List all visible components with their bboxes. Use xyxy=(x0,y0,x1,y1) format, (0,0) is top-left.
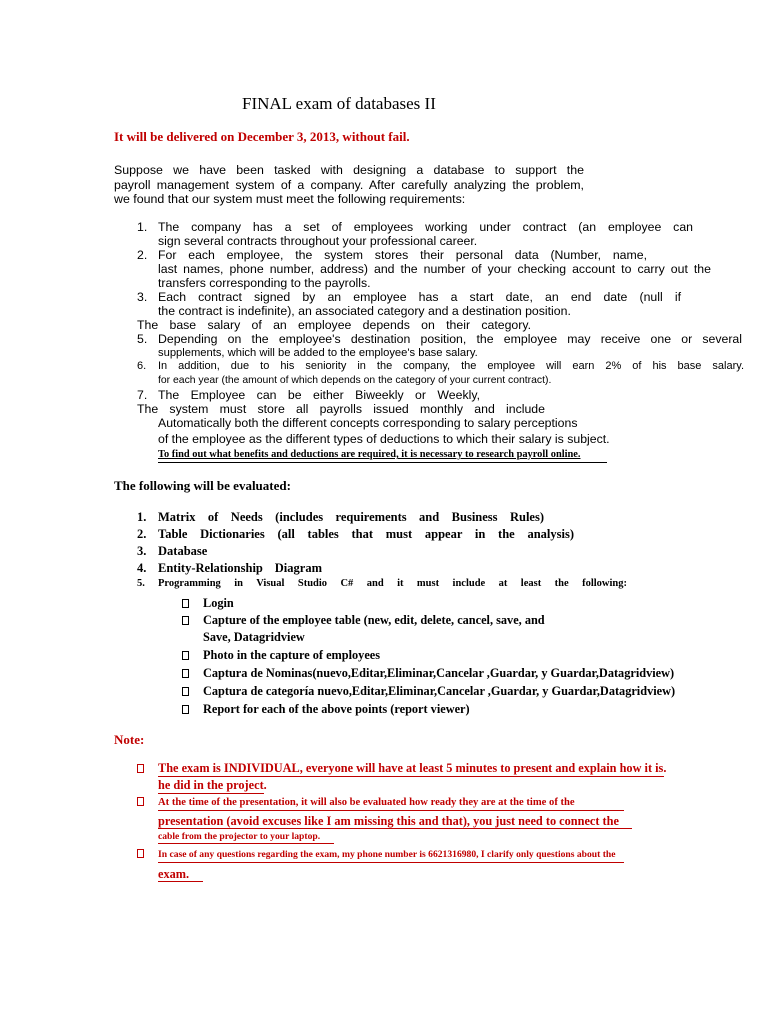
sub-item xyxy=(182,684,675,699)
note-text: cable from the projector to your laptop. xyxy=(158,831,321,842)
requirement-item xyxy=(137,388,480,402)
note-text: The exam is INDIVIDUAL, everyone will have at least 5 minutes to present and explain how it is. xyxy=(158,761,667,775)
requirement-text: Automatically both the different concepts corresponding to salary perceptions xyxy=(158,416,578,430)
checkbox-icon xyxy=(182,651,189,660)
requirement-text: the contract is indefinite), an associated category and a destination position. xyxy=(158,304,571,318)
checkbox-icon xyxy=(137,849,144,858)
requirement-number: 5. xyxy=(137,332,148,346)
research-note: To find out what benefits and deductions are required, it is necessary to research payroll online. xyxy=(158,449,581,460)
requirement-item xyxy=(137,359,744,373)
sub-item xyxy=(182,666,674,681)
note-item xyxy=(137,761,666,776)
note-underline xyxy=(158,843,334,844)
requirement-text: supplements, which will be added to the employee's base salary. xyxy=(158,347,478,359)
evaluated-text: Database xyxy=(158,544,208,558)
requirement-number: 3. xyxy=(137,290,148,304)
evaluated-number: 4. xyxy=(137,561,147,575)
checkbox-icon xyxy=(182,705,189,714)
requirement-number: 1. xyxy=(137,220,148,234)
requirement-item xyxy=(137,248,647,262)
evaluated-item xyxy=(137,544,437,559)
research-underline xyxy=(158,462,607,463)
sub-item xyxy=(182,648,380,663)
requirement-text: Each contract signed by an employee has a start date, an end date (null if xyxy=(158,290,681,304)
delivery-deadline: It will be delivered on December 3, 2013, without fail. xyxy=(114,129,410,144)
sub-item-text: Captura de categoría nuevo,Editar,Eliminar,Cancelar ,Guardar, y Guardar,Datagridview) xyxy=(203,684,676,698)
evaluated-number: 1. xyxy=(137,510,147,524)
sub-item-text: Save, Datagridview xyxy=(203,630,305,644)
note-item xyxy=(137,797,575,808)
requirement-text: For each employee, the system stores their personal data (Number, name, xyxy=(158,248,647,262)
evaluated-text: Matrix of Needs (includes requirements and Business Rules) xyxy=(158,510,544,524)
note-underline xyxy=(158,862,624,863)
requirement-number: 2. xyxy=(137,248,148,262)
requirement-item xyxy=(158,262,711,276)
evaluated-number: 5. xyxy=(137,578,145,589)
checkbox-icon xyxy=(182,687,189,696)
requirement-text: The company has a set of employees working under contract (an employee can xyxy=(158,220,693,234)
requirement-text: In addition, due to his seniority in the company, the employee will earn 2% of his base salary. xyxy=(158,360,744,372)
requirement-item xyxy=(137,220,693,234)
intro-line: payroll management system of a company. After carefully analyzing the problem, xyxy=(114,177,584,192)
requirement-number: 6. xyxy=(137,360,147,372)
checkbox-icon xyxy=(182,616,189,625)
checkbox-icon xyxy=(137,764,144,773)
requirement-text: Depending on the employee's destination position, the employee may receive one or several xyxy=(158,332,742,346)
sub-item-text: Capture of the employee table (new, edit, delete, cancel, save, and xyxy=(203,613,545,627)
requirement-item xyxy=(137,290,681,304)
sub-item-text: Captura de Nominas(nuevo,Editar,Eliminar,Cancelar ,Guardar, y Guardar,Datagridview) xyxy=(203,666,675,680)
note-text: exam. xyxy=(158,867,190,881)
requirement-item xyxy=(137,318,531,332)
requirement-number: 7. xyxy=(137,388,148,402)
evaluated-text: Entity-Relationship Diagram xyxy=(158,561,322,575)
sub-item xyxy=(182,613,545,628)
requirement-text: The system must store all payrolls issued monthly and include xyxy=(137,402,545,416)
requirement-text: of the employee as the different types of deductions to which their salary is subject. xyxy=(158,432,610,446)
evaluated-item xyxy=(137,578,627,589)
requirement-text: transfers corresponding to the payrolls. xyxy=(158,276,371,290)
requirement-item xyxy=(137,402,545,416)
sub-item-text: Report for each of the above points (report viewer) xyxy=(203,702,470,716)
evaluated-number: 2. xyxy=(137,527,147,541)
note-underline xyxy=(158,828,632,829)
evaluated-number: 3. xyxy=(137,544,147,558)
requirement-text: The Employee can be either Biweekly or Weekly, xyxy=(158,388,480,402)
requirement-item xyxy=(137,332,742,346)
evaluated-text: Table Dictionaries (all tables that must appear in the analysis) xyxy=(158,527,574,541)
note-underline xyxy=(158,881,203,882)
sub-item xyxy=(182,702,470,717)
evaluated-text: Programming in Visual Studio C# and it must include at least the following: xyxy=(158,578,627,589)
checkbox-icon xyxy=(182,599,189,608)
requirement-text: The base salary of an employee depends on their category. xyxy=(137,318,531,332)
checkbox-icon xyxy=(137,797,144,806)
note-underline xyxy=(158,793,264,794)
note-text: At the time of the presentation, it will also be evaluated how ready they are at the time of the xyxy=(158,797,575,808)
note-text: presentation (avoid excuses like I am missing this and that), you just need to connect the xyxy=(158,814,619,828)
note-heading: Note: xyxy=(114,732,145,747)
evaluated-item xyxy=(137,561,322,576)
requirement-text: last names, phone number, address) and the number of your checking account to carry out the xyxy=(158,262,711,276)
intro-paragraph xyxy=(114,163,584,207)
note-text: In case of any questions regarding the exam, my phone number is 6621316980, I clarify only questions about the xyxy=(158,849,616,860)
exam-title: FINAL exam of databases II xyxy=(242,94,436,113)
evaluated-heading: The following will be evaluated: xyxy=(114,478,291,493)
sub-item-text: Photo in the capture of employees xyxy=(203,648,381,662)
note-underline xyxy=(158,810,624,811)
sub-item-text: Login xyxy=(203,596,234,610)
evaluated-item xyxy=(137,527,574,542)
intro-line: we found that our system must meet the following requirements: xyxy=(114,192,466,206)
requirement-text: sign several contracts throughout your professional career. xyxy=(158,234,478,248)
evaluated-item xyxy=(137,510,544,525)
note-item xyxy=(137,849,616,860)
checkbox-icon xyxy=(182,669,189,678)
requirement-text: for each year (the amount of which depends on the category of your current contract). xyxy=(158,375,552,386)
note-underline xyxy=(158,776,664,777)
intro-line: Suppose we have been tasked with designing a database to support the xyxy=(114,163,584,177)
sub-item xyxy=(182,596,234,611)
note-text: he did in the project. xyxy=(158,778,267,792)
